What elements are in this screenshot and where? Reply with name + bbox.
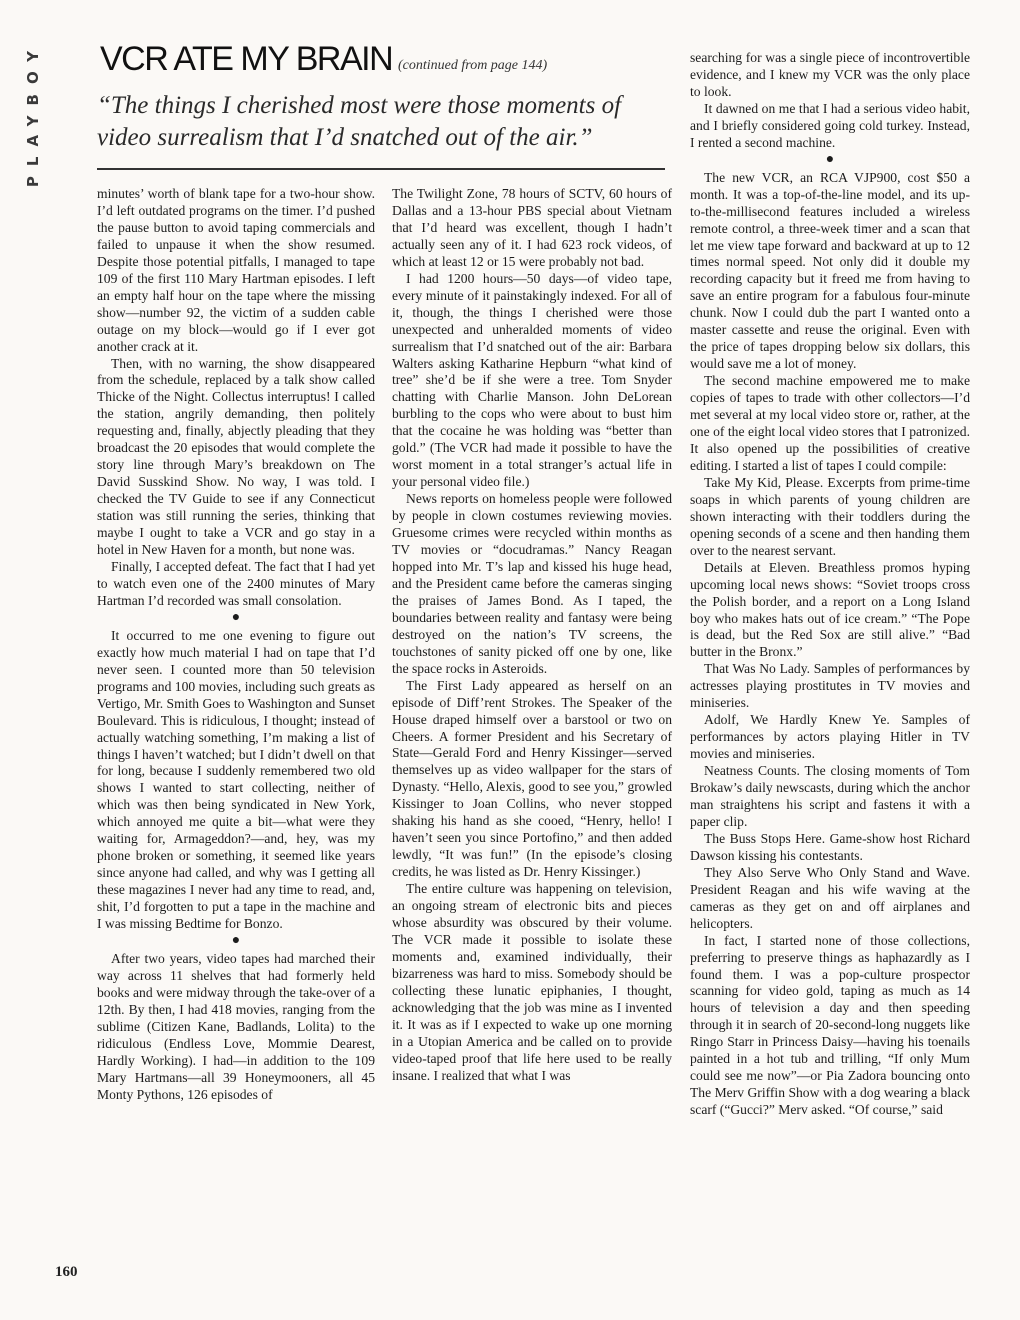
- body-paragraph: It dawned on me that I had a serious video habit, and I briefly considered going cold turkey. Instead, I rented a second machine.: [690, 100, 970, 150]
- continued-note: (continued from page 144): [398, 58, 548, 73]
- body-paragraph: Adolf, We Hardly Knew Ye. Samples of performances by actors playing Hitler in TV movies and miniseries.: [690, 712, 970, 762]
- body-paragraph: The Buss Stops Here. Game-show host Richard Dawson kissing his contestants.: [690, 830, 970, 863]
- body-paragraph: In fact, I started none of those collections, preferring to preserve things as haphazardly as I found them. I was a pop-culture prospector scanning for video gold, taping as much as 14 hours of television a day and then speeding through it in search of 20-second-long nuggets like Ringo Starr in Princess Daisy—having his toenails painted in a hot tub and trilling, “If only Mum could see me now”—or Pia Zadora bouncing onto The Merv Griffin Show with a dog wearing a black scarf (“Gucci?” Merv asked. “Of course,” said: [690, 932, 970, 1118]
- body-paragraph: Then, with no warning, the show disappeared from the schedule, replaced by a talk show called Thicke of the Night. Collectus interruptus! I called the station, angrily demanding, then politely requesting and, finally, abjectly pleading that they broadcast the 20 episodes that would complete the story line through Mary’s breakdown on The David Susskind Show. No way, I was told. I checked the TV Guide to see if any Connecticut station was still running the series, thinking that maybe I ought to take a VCR and go stay in a hotel in New Haven for a month, but none was.: [97, 355, 375, 558]
- body-paragraph: I had 1200 hours—50 days—of video tape, every minute of it painstakingly indexed. For all of it, though, the things I cherished were those unexpected and unheralded moments of video surrealism that I’d snatched out of the air: Barbara Walters asking Katharine Hepburn “what kind of tree” she’d be if she were a tree. Tom Snyder chatting with Charlie Manson. John DeLorean burbling to the cops who were about to bust him that the cocaine he was holding was “better than gold.” (The VCR had made it possible to have the worst moment in a total stranger’s actual life in your personal video file.): [392, 270, 672, 490]
- body-paragraph: After two years, video tapes had marched their way across 11 shelves that had formerly held books and were midway through the take-over of a 12th. By then, I had 418 movies, ranging from the sublime (Citizen Kane, Badlands, Lolita) to the ridiculous (Endless Love, Mommie Dearest, Hardly Working). I had—in addition to the 109 Mary Hartmans—all 39 Honeymooners, all 45 Monty Pythons, 126 episodes of: [97, 950, 375, 1102]
- section-break-bullet: ●: [231, 932, 241, 948]
- body-paragraph: The First Lady appeared as herself on an episode of Diff’rent Strokes. The Speaker of the House draped himself over a barstool or two on Cheers. A former President and his Secretary of State—Gerald Ford and Henry Kissinger—served themselves up as video wallpaper for the stars of Dynasty. “Hello, Alexis, good to see you,” growled Kissinger to Joan Collins, who never stopped shaking his hand as she cooed, “Henry, hello! I haven’t seen you since Portofino,” and then added lewdly, “It was fun!” (In the episode’s closing credits, he was listed as Dr. Henry Kissinger.): [392, 677, 672, 880]
- page-number: 160: [55, 1264, 78, 1280]
- body-paragraph: searching for was a single piece of incontrovertible evidence, and I knew my VCR was the only place to look.: [690, 50, 970, 99]
- text-column-3: [690, 50, 970, 1119]
- body-paragraph: It occurred to me one evening to figure out exactly how much material I had on tape that I’d never seen. I counted more than 50 television programs and 100 movies, including such greats as Vertigo, Mr. Smith Goes to Washington and Sunset Boulevard. This is ridiculous, I thought; instead of actually watching something, I’m making a list of things I haven’t watched; but I didn’t dwell on that for long, because I suddenly remembered two old shows I wanted to start collecting, neither of which was then being syndicated in New York, which annoyed me quite a bit—what were they waiting for, Armageddon?—and, hey, was my phone broken or something, it seemed like years since anyone had called, and why was I getting all these magazines I never had any time to read, and, shit, I’d forgotten to put a tape in the machine and I was missing Bedtime for Bonzo.: [97, 627, 375, 932]
- body-paragraph: Neatness Counts. The closing moments of Tom Brokaw’s daily newscasts, during which the anchor man straightens his script and fastens it with a paper clip.: [690, 763, 970, 829]
- body-paragraph: minutes’ worth of blank tape for a two-hour show. I’d left outdated programs on the timer. I’d pushed the pause button to avoid taping commercials and failed to unpause it when the show resumed. Despite those potential pitfalls, I managed to tape 109 of the first 110 Mary Hartman episodes. I left an empty half hour on the tape where the missing show—number 92, the victim of a sudden cable outage on my block—would go if I ever got another crack at it.: [97, 186, 375, 354]
- pull-quote: “The things I cherished most were those moments of video surrealism that I’d snatched out of the air.”: [97, 92, 622, 151]
- body-paragraph: The Twilight Zone, 78 hours of SCTV, 60 hours of Dallas and a 13-hour PBS special about Vietnam that I’d heard was excellent, though I hadn’t actually seen any of it. I had 623 rock videos, of which at least 12 or 15 were probably not bad.: [392, 186, 672, 269]
- body-paragraph: Finally, I accepted defeat. The fact that I had yet to watch even one of the 2400 minutes of Mary Hartman I’d recorded was small consolation.: [97, 558, 375, 608]
- body-paragraph: The entire culture was happening on television, an ongoing stream of electronic bits and pieces whose absurdity was obscured by their volume. The VCR made it possible to isolate these moments and, examined individually, their bizarreness was hard to miss. Somebody should be collecting these lunatic epiphanies, I thought, acknowledging that the job was mine as I invented it. It was as if I expected to wake up one morning in a Utopian America and be called on to provide video-taped proof that life here used to be really insane. I realized that what I was: [392, 881, 672, 1083]
- article-title: VCR ATE MY BRAIN: [100, 40, 393, 78]
- header-rule: [97, 168, 665, 170]
- side-label-text: PLAYBOY: [24, 40, 42, 188]
- body-paragraph: News reports on homeless people were followed by people in clown costumes reviewing movies. Gruesome crimes were recycled within months as TV movies or “docudramas.” Nancy Reagan hopped into Mr. T’s lap and kissed his huge head, and the President came before the cameras singing the praises of James Bond. As I taped, the boundaries between reality and fantasy were being destroyed on the nation’s TV screens, the touchstones of sanity picked off one by one, like the space rocks in Asteroids.: [392, 491, 672, 676]
- body-paragraph: Take My Kid, Please. Excerpts from prime-time soaps in which parents of young children are shown interacting with their toddlers during the opening seconds of a scene and then handing them over to the nearest servant.: [690, 474, 970, 558]
- magazine-side-label: [18, 30, 48, 200]
- text-column-1: [97, 186, 375, 1104]
- section-break-bullet: ●: [825, 151, 835, 167]
- body-paragraph: Details at Eleven. Breathless promos hyping upcoming local news shows: “Soviet troops cross the Polish border, and a report on a Long Island boy who makes hats out of ice cream.” “The Pope is dead, but the Red Sox are still alive.” “Bad butter in the Bronx.”: [690, 559, 970, 660]
- text-column-2: [392, 186, 672, 1085]
- section-break-bullet: ●: [231, 609, 241, 625]
- body-paragraph: They Also Serve Who Only Stand and Wave. President Reagan and his wife waving at the cameras as they get on and off airplanes and helicopters.: [690, 864, 970, 931]
- body-paragraph: The new VCR, an RCA VJP900, cost $50 a month. It was a top-of-the-line model, and its up-to-the-millisecond features included a wireless remote control, a three-week timer and a scan that let me view tape forward and backward at up to 12 times normal speed. Not only did it double my recording capacity but it freed me from having to save an entire program for a fabulous four-minute chunk. Now I could dub the part I wanted onto a master cassette and reuse the original. Even with the price of tapes dropping below six dollars, this would save me a lot of money.: [690, 169, 970, 372]
- body-paragraph: That Was No Lady. Samples of performances by actresses playing prostitutes in TV movies and miniseries.: [690, 661, 970, 711]
- body-paragraph: The second machine empowered me to make copies of tapes to trade with other collectors—I’d met several at my local video store or, rather, at the one of the eight local video stores that I patronized. It also opened up the possibilities of creative editing. I started a list of tapes I could compile:: [690, 373, 970, 473]
